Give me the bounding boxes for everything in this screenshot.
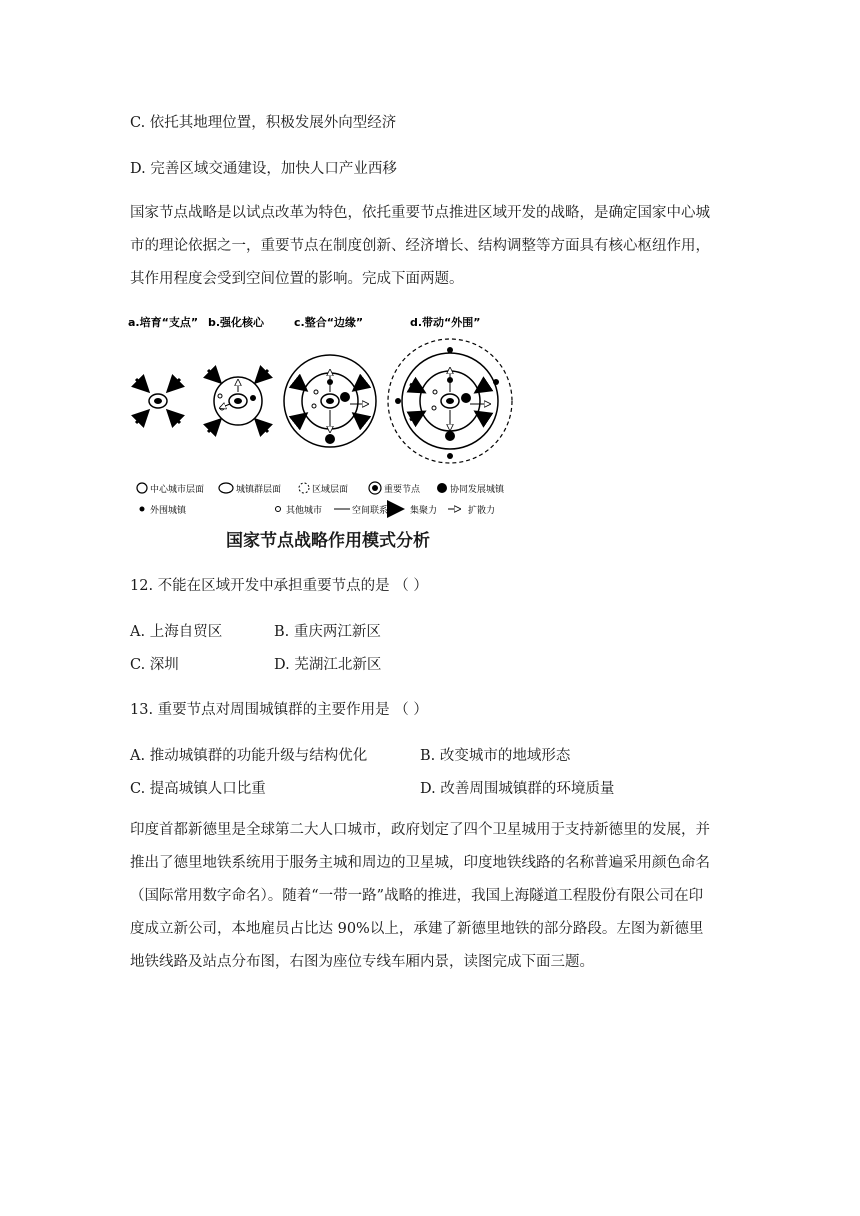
legend-label: 中心城市层面 [150,485,205,495]
node-strategy-diagram [128,312,528,552]
legend-label: 协同发展城镇 [450,485,505,495]
q12-option-d: D. 芜湖江北新区 [274,657,382,673]
intro2-line: 推出了德里地铁系统用于服务主城和周边的卫星城，印度地铁线路的名称普遍采用颜色命名 [130,855,710,871]
intro-paragraph-2 [130,814,733,979]
option-d-line: D. 完善区域交通建设，加快人口产业西移 [130,161,397,177]
legend-label: 空间联系 [352,506,389,516]
intro1-line: 市的理论依据之一，重要节点在制度创新、经济增长、结构调整等方面具有核心枢纽作用， [130,238,710,254]
q13-option-d: D. 改善周围城镇群的环境质量 [420,781,615,797]
legend-label: 外围城镇 [150,506,187,516]
legend-label: 区域层面 [312,485,349,495]
q13-option-c: C. 提高城镇人口比重 [130,781,266,797]
panel-b [208,370,268,432]
legend-label: 其他城市 [286,506,323,516]
q13-option-a: A. 推动城镇群的功能升级与结构优化 [130,748,368,764]
panel-label-c: c.整合“边缘” [294,316,364,329]
legend-row-1 [137,482,505,495]
question-12-stem: 12. 不能在区域开发中承担重要节点的是 （ ） [130,578,428,594]
intro2-line: 地铁线路及站点分布图，右图为座位专线车厢内景，读图完成下面三题。 [130,954,594,970]
figure-caption: 国家节点战略作用模式分析 [226,531,430,551]
question-13-stem: 13. 重要节点对周围城镇群的主要作用是 （ ） [130,702,428,718]
panel-c [284,355,376,447]
panel-label-d: d.带动“外围” [410,316,481,329]
option-c-line: C. 依托其地理位置，积极发展外向型经济 [130,115,397,131]
panel-label-a: a.培育“支点” [128,316,199,329]
intro2-line: （国际常用数字命名）。随着“一带一路”战略的推进，我国上海隧道工程股份有限公司在印 [130,888,704,904]
q13-option-b: B. 改变城市的地域形态 [420,748,571,764]
q12-option-c: C. 深圳 [130,657,179,673]
q12-option-b: B. 重庆两江新区 [274,624,381,640]
intro-paragraph-1 [130,197,733,296]
legend-row-2 [140,504,496,516]
intro2-line: 印度首都新德里是全球第二大人口城市，政府划定了四个卫星城用于支持新德里的发展，并 [130,822,710,838]
legend-label: 重要节点 [384,485,421,495]
q12-option-a: A. 上海自贸区 [130,624,223,640]
panel-d [388,339,512,463]
panel-a [136,379,180,423]
legend-label: 扩散力 [468,506,496,516]
panel-label-b: b.强化核心 [208,316,265,329]
legend-label: 城镇群层面 [236,485,282,495]
intro1-line: 国家节点战略是以试点改革为特色，依托重要节点推进区域开发的战略，是确定国家中心城 [130,205,710,221]
intro1-line: 其作用程度会受到空间位置的影响。完成下面两题。 [130,271,464,287]
legend-label: 集聚力 [410,506,438,516]
intro2-line: 度成立新公司，本地雇员占比达 90%以上，承建了新德里地铁的部分路段。左图为新德里 [130,921,704,937]
